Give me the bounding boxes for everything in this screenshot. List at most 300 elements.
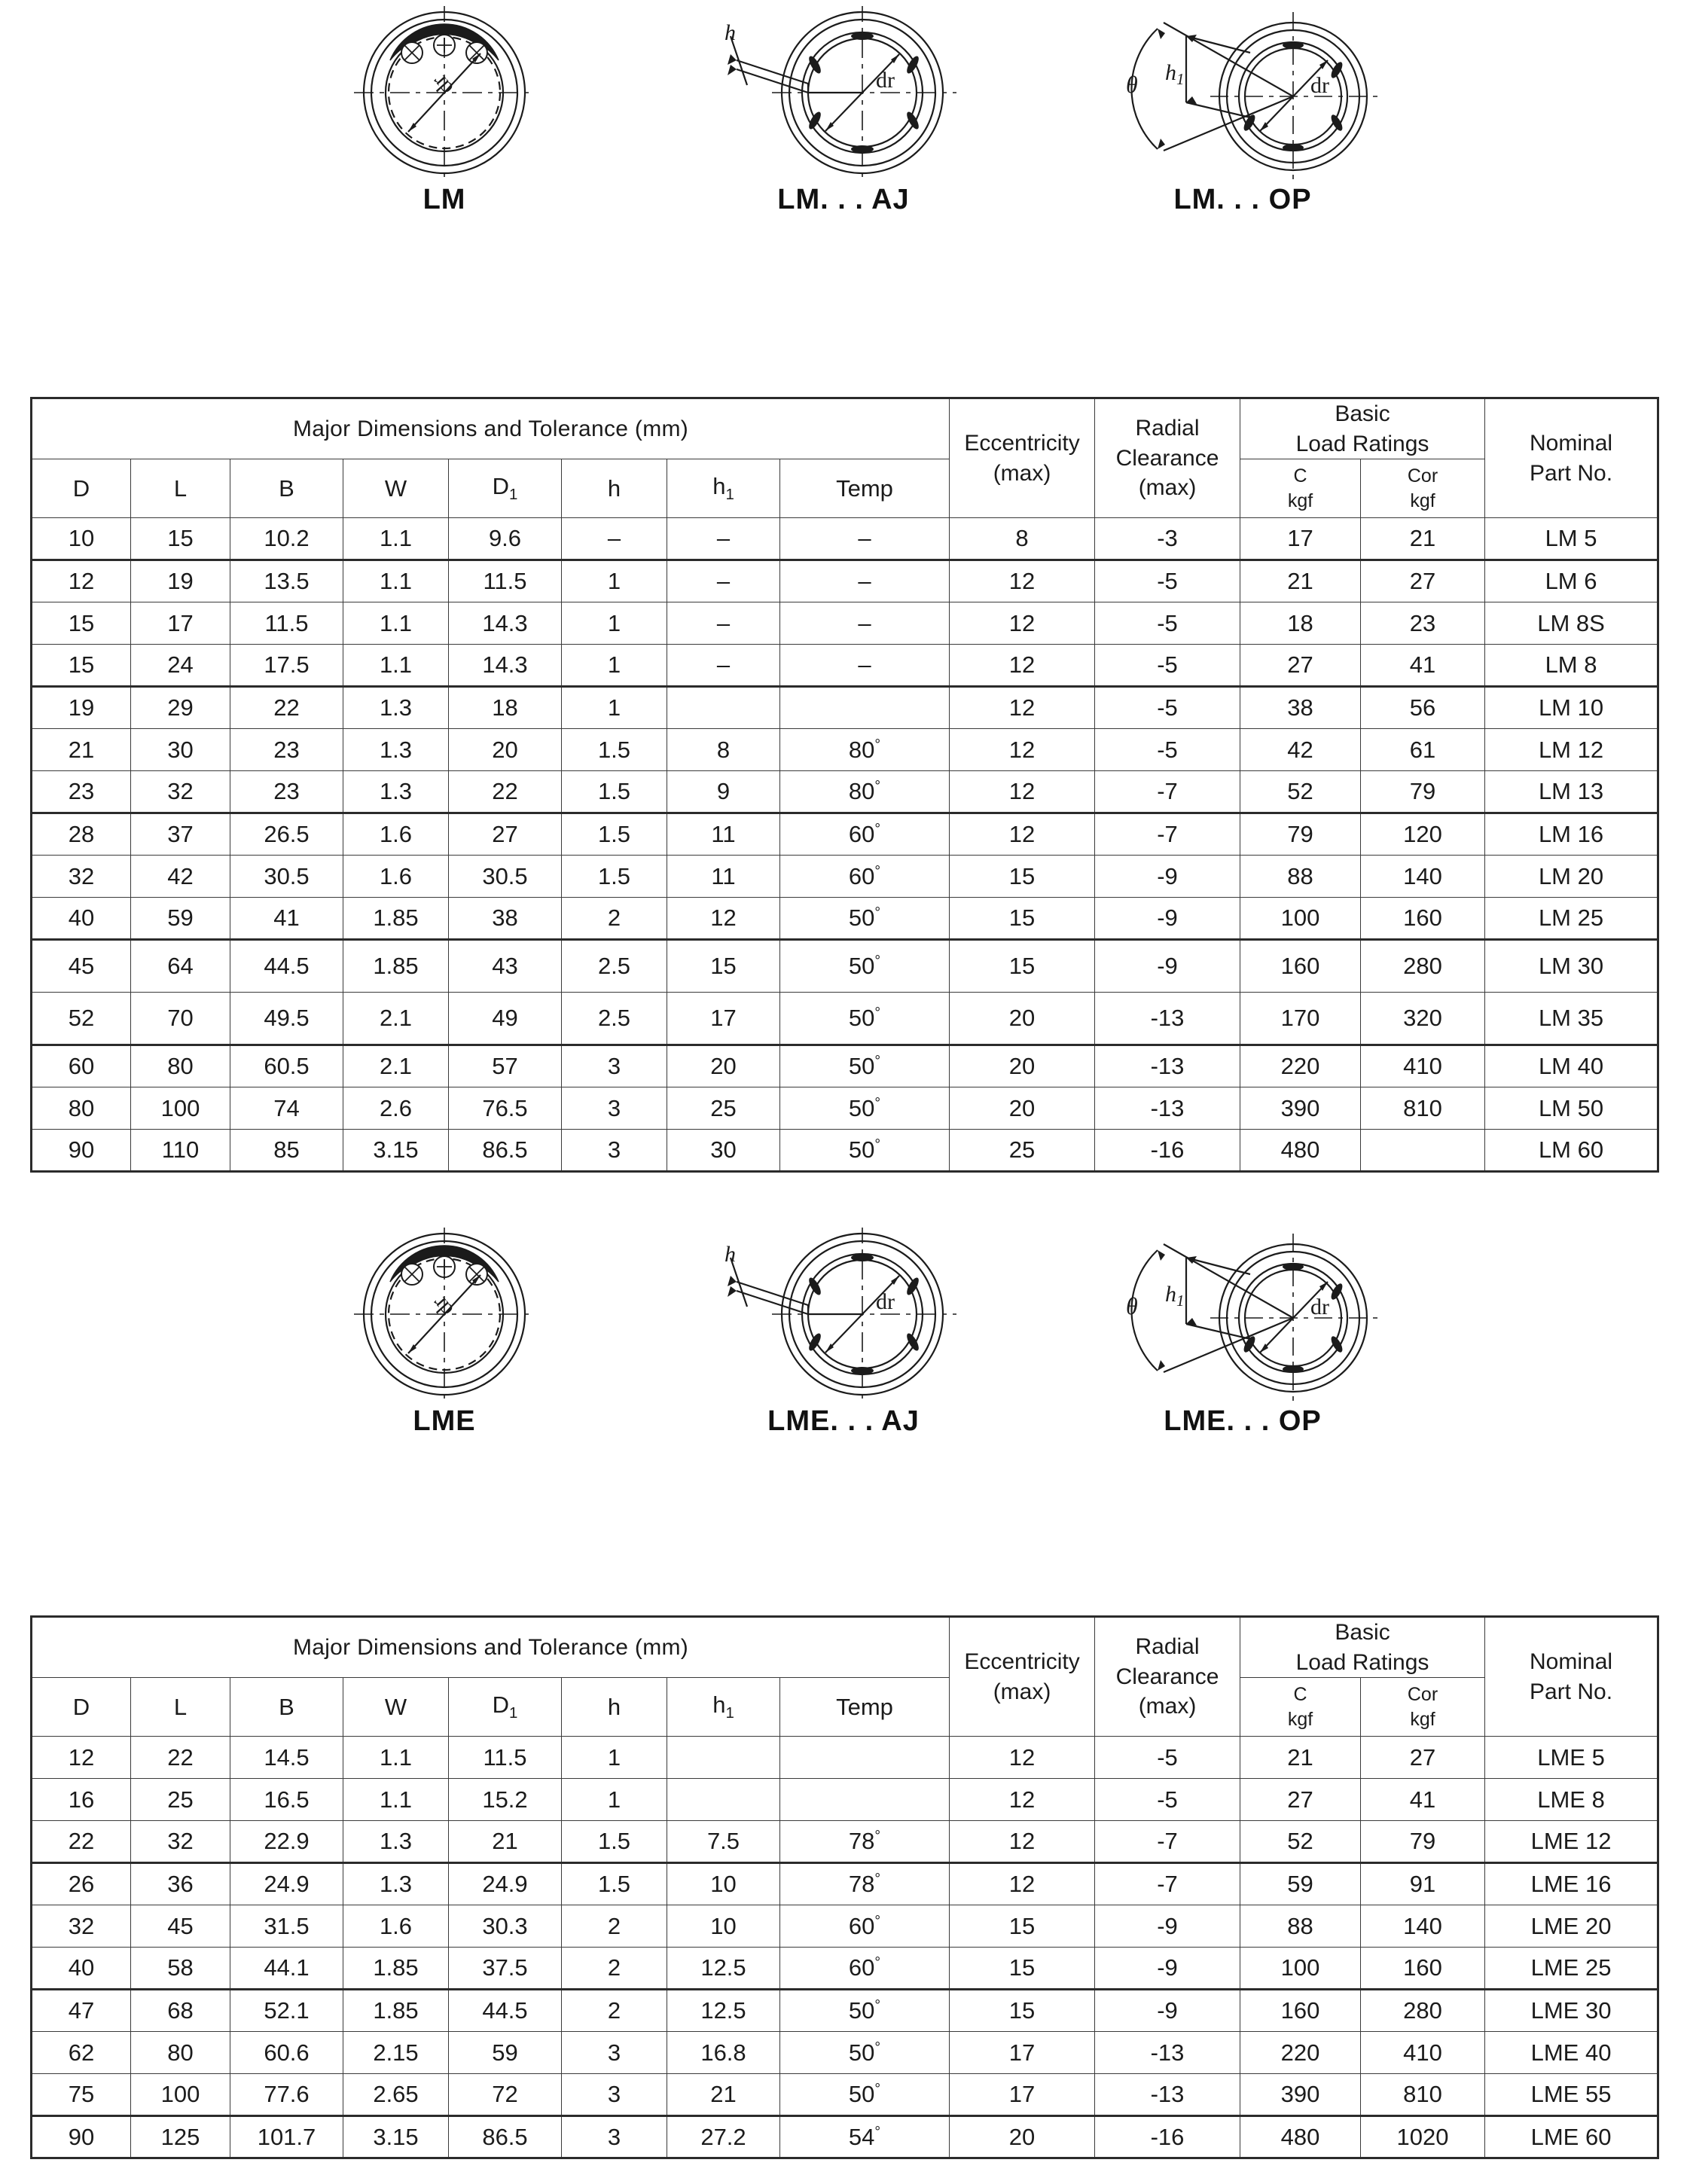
cell-radial-clearance: -5 [1095,1779,1240,1821]
cell-temp [780,1737,950,1779]
cell-d: 40 [32,1948,131,1990]
header-major-dimensions-2: Major Dimensions and Tolerance (mm) [32,1617,950,1678]
cell-w: 1.1 [343,1737,449,1779]
figure-lme-caption: LME [413,1405,476,1437]
cell-h: – [562,518,667,560]
cell-h: 1.5 [562,771,667,813]
cell-h: 3 [562,2116,667,2158]
cell-d1: 57 [449,1045,562,1087]
cell-l: 36 [131,1863,230,1905]
cell-c: 390 [1240,1087,1361,1130]
table-row [32,898,1658,940]
cell-l: 59 [131,898,230,940]
figure-lme-op-label-h1: $h_1$ [1165,1282,1185,1310]
header-eccentricity-line1: Eccentricity [964,431,1080,456]
cell-h1: – [667,645,780,687]
cell-radial-clearance: -13 [1095,2074,1240,2116]
cell-part-no: LME 20 [1485,1905,1658,1948]
cell-h1: 7.5 [667,1821,780,1863]
cell-c: 27 [1240,1779,1361,1821]
figure-lme-op-label-dr: dr [1310,1295,1329,1319]
figure-lm-aj-drawing [708,6,979,179]
cell-d1: 72 [449,2074,562,2116]
figure-lm-aj-label-dr: dr [876,68,895,93]
cell-d1: 86.5 [449,1130,562,1172]
cell-h1: 12.5 [667,1990,780,2032]
figure-lm-aj [700,6,987,216]
header-radial-clearance [1095,398,1240,518]
cell-b: 17.5 [230,645,343,687]
cell-l: 125 [131,2116,230,2158]
cell-d: 28 [32,813,131,856]
cell-cor: 91 [1361,1863,1485,1905]
table-row [32,602,1658,645]
table-row [32,2032,1658,2074]
cell-d: 12 [32,1737,131,1779]
cell-b: 41 [230,898,343,940]
cell-radial-clearance: -5 [1095,687,1240,729]
table-row [32,729,1658,771]
cell-temp: 60° [780,1905,950,1948]
cell-b: 13.5 [230,560,343,602]
cell-b: 23 [230,771,343,813]
cell-h: 2 [562,1948,667,1990]
cell-l: 15 [131,518,230,560]
cell-temp: – [780,602,950,645]
figure-lme [301,1228,587,1438]
cell-d: 32 [32,1905,131,1948]
cell-cor: 56 [1361,687,1485,729]
cell-b: 11.5 [230,602,343,645]
header-nominal-part-no-2 [1485,1617,1658,1737]
cell-temp: 78° [780,1821,950,1863]
cell-w: 1.85 [343,940,449,993]
cell-c: 390 [1240,2074,1361,2116]
cell-c: 100 [1240,1948,1361,1990]
table-row [32,1821,1658,1863]
table-lme-body [32,1737,1658,2158]
cell-c: 88 [1240,856,1361,898]
cell-h1 [667,687,780,729]
figure-lme-aj-drawing [708,1228,979,1401]
table-lme-header-row-2 [32,1678,1658,1737]
table-lme-head [32,1617,1658,1737]
header-col-h1-2-sub: 1 [725,1704,734,1722]
cell-cor: 140 [1361,1905,1485,1948]
cell-h: 1 [562,687,667,729]
cell-d1: 22 [449,771,562,813]
cell-w: 2.1 [343,993,449,1045]
cell-h1: 12 [667,898,780,940]
cell-b: 23 [230,729,343,771]
cell-b: 10.2 [230,518,343,560]
cell-l: 32 [131,771,230,813]
cell-h1 [667,1779,780,1821]
cell-radial-clearance: -7 [1095,813,1240,856]
cell-w: 3.15 [343,2116,449,2158]
cell-d1: 18 [449,687,562,729]
header-col-cor-symbol: Cor [1407,465,1438,487]
cell-w: 1.1 [343,602,449,645]
figure-lm-op-label-h1: $h_1$ [1165,60,1185,88]
table-row [32,518,1658,560]
cell-h: 1 [562,560,667,602]
cell-eccentricity: 20 [950,993,1095,1045]
cell-l: 42 [131,856,230,898]
cell-b: 60.5 [230,1045,343,1087]
header-radial-2-line3: (max) [1138,1694,1197,1719]
cell-cor: 160 [1361,898,1485,940]
header-basic-line1: Basic [1335,401,1390,426]
cell-d: 90 [32,2116,131,2158]
cell-w: 1.3 [343,1863,449,1905]
header-radial-line3: (max) [1138,475,1197,501]
table-row [32,940,1658,993]
cell-radial-clearance: -5 [1095,1737,1240,1779]
cell-w: 2.65 [343,2074,449,2116]
cell-h1: 25 [667,1087,780,1130]
cell-h: 2 [562,1990,667,2032]
cell-w: 1.1 [343,1779,449,1821]
figure-lme-aj [700,1228,987,1438]
cell-w: 1.3 [343,771,449,813]
header-nominal-line1: Nominal [1530,431,1613,456]
cell-d1: 38 [449,898,562,940]
cell-d: 19 [32,687,131,729]
cell-part-no: LME 16 [1485,1863,1658,1905]
cell-cor [1361,1130,1485,1172]
header-col-h1 [667,459,780,518]
cell-part-no: LME 5 [1485,1737,1658,1779]
cell-l: 17 [131,602,230,645]
cell-d: 62 [32,2032,131,2074]
cell-part-no: LME 25 [1485,1948,1658,1990]
header-col-cor-2-symbol: Cor [1407,1684,1438,1706]
cell-part-no: LM 25 [1485,898,1658,940]
cell-h: 1.5 [562,729,667,771]
cell-d: 47 [32,1990,131,2032]
table-lme-wrapper [30,1615,1657,2159]
header-col-l-2: L [131,1678,230,1737]
cell-eccentricity: 12 [950,645,1095,687]
cell-w: 1.85 [343,1990,449,2032]
cell-part-no: LME 30 [1485,1990,1658,2032]
cell-c: 59 [1240,1863,1361,1905]
cell-c: 79 [1240,813,1361,856]
table-lm-header-row-2 [32,459,1658,518]
cell-eccentricity: 12 [950,813,1095,856]
cell-d: 80 [32,1087,131,1130]
header-col-c-2 [1240,1678,1361,1737]
cell-radial-clearance: -13 [1095,1045,1240,1087]
table-lm [30,397,1659,1173]
figure-row-lm [0,6,1687,216]
cell-h: 1.5 [562,1821,667,1863]
header-radial-clearance-2 [1095,1617,1240,1737]
header-radial-2-line2: Clearance [1115,1664,1219,1689]
cell-c: 27 [1240,645,1361,687]
cell-radial-clearance: -16 [1095,1130,1240,1172]
cell-part-no: LM 6 [1485,560,1658,602]
cell-h1: 20 [667,1045,780,1087]
header-col-d1-2-base: D [492,1691,509,1719]
cell-cor: 27 [1361,1737,1485,1779]
cell-radial-clearance: -7 [1095,1863,1240,1905]
cell-d: 52 [32,993,131,1045]
cell-l: 64 [131,940,230,993]
cell-d1: 30.3 [449,1905,562,1948]
cell-w: 2.1 [343,1045,449,1087]
cell-d1: 59 [449,2032,562,2074]
cell-l: 100 [131,2074,230,2116]
header-radial-2-line1: Radial [1135,1634,1200,1660]
cell-h: 3 [562,1130,667,1172]
cell-c: 21 [1240,1737,1361,1779]
cell-d1: 76.5 [449,1087,562,1130]
figure-lm-caption: LM [423,184,466,215]
cell-part-no: LM 8 [1485,645,1658,687]
cell-h1: – [667,602,780,645]
cell-eccentricity: 12 [950,729,1095,771]
table-row [32,1130,1658,1172]
cell-eccentricity: 15 [950,1990,1095,2032]
cell-cor: 320 [1361,993,1485,1045]
cell-radial-clearance: -5 [1095,560,1240,602]
figure-lm-op-label-dr: dr [1310,73,1329,98]
header-col-h1-base: h [712,473,726,500]
figure-row-lme [0,1228,1687,1438]
figure-lm [301,6,587,216]
cell-w: 1.1 [343,645,449,687]
figure-lm-aj-caption: LM. . . AJ [777,184,910,215]
cell-h1: 11 [667,813,780,856]
cell-radial-clearance: -13 [1095,1087,1240,1130]
cell-l: 24 [131,645,230,687]
figure-lme-op-label-theta: θ [1126,1292,1138,1319]
figure-lm-op-caption: LM. . . OP [1173,184,1312,215]
cell-w: 1.6 [343,856,449,898]
table-lm-wrapper [30,397,1657,1173]
header-col-d-2: D [32,1678,131,1737]
figure-lme-aj-label-dr: dr [876,1289,895,1314]
cell-radial-clearance: -13 [1095,993,1240,1045]
cell-radial-clearance: -9 [1095,1990,1240,2032]
cell-cor: 410 [1361,2032,1485,2074]
header-col-b-2: B [230,1678,343,1737]
figure-lm-op-label-theta: θ [1126,71,1138,98]
cell-d: 15 [32,602,131,645]
figure-lm-label-dr: dr [426,69,459,101]
cell-b: 77.6 [230,2074,343,2116]
table-row [32,1905,1658,1948]
cell-c: 220 [1240,1045,1361,1087]
cell-c: 42 [1240,729,1361,771]
cell-eccentricity: 17 [950,2032,1095,2074]
cell-h1: – [667,560,780,602]
cell-temp: 50° [780,1990,950,2032]
figure-lme-label-dr: dr [426,1291,459,1322]
cell-b: 14.5 [230,1737,343,1779]
figure-lm-aj-label-h: h [725,20,736,45]
header-col-temp-2: Temp [780,1678,950,1737]
table-row [32,1737,1658,1779]
cell-d: 40 [32,898,131,940]
cell-d1: 86.5 [449,2116,562,2158]
cell-cor: 810 [1361,2074,1485,2116]
cell-c: 160 [1240,1990,1361,2032]
cell-l: 25 [131,1779,230,1821]
cell-eccentricity: 12 [950,1779,1095,1821]
cell-part-no: LM 13 [1485,771,1658,813]
cell-eccentricity: 12 [950,560,1095,602]
cell-temp: – [780,645,950,687]
cell-d: 45 [32,940,131,993]
table-row [32,1087,1658,1130]
cell-w: 2.6 [343,1087,449,1130]
cell-cor: 61 [1361,729,1485,771]
cell-part-no: LME 8 [1485,1779,1658,1821]
cell-c: 18 [1240,602,1361,645]
cell-b: 16.5 [230,1779,343,1821]
table-row [32,645,1658,687]
cell-b: 22.9 [230,1821,343,1863]
cell-l: 29 [131,687,230,729]
cell-radial-clearance: -9 [1095,898,1240,940]
cell-temp: 50° [780,1045,950,1087]
cell-d: 75 [32,2074,131,2116]
table-row [32,1779,1658,1821]
table-row [32,1990,1658,2032]
cell-cor: 79 [1361,1821,1485,1863]
header-basic-load-ratings [1240,398,1485,459]
figure-lme-op-caption: LME. . . OP [1164,1405,1322,1437]
cell-part-no: LM 5 [1485,518,1658,560]
figure-lme-drawing [320,1228,569,1401]
cell-c: 21 [1240,560,1361,602]
header-eccentricity-line2: (max) [993,460,1051,486]
cell-d: 16 [32,1779,131,1821]
cell-radial-clearance: -3 [1095,518,1240,560]
header-col-temp: Temp [780,459,950,518]
cell-l: 100 [131,1087,230,1130]
cell-radial-clearance: -16 [1095,2116,1240,2158]
header-col-d: D [32,459,131,518]
cell-d: 23 [32,771,131,813]
cell-eccentricity: 15 [950,856,1095,898]
header-col-h1-2 [667,1678,780,1737]
cell-temp [780,687,950,729]
cell-part-no: LME 12 [1485,1821,1658,1863]
cell-part-no: LM 20 [1485,856,1658,898]
cell-d: 26 [32,1863,131,1905]
cell-d1: 27 [449,813,562,856]
cell-b: 49.5 [230,993,343,1045]
cell-l: 37 [131,813,230,856]
cell-part-no: LM 8S [1485,602,1658,645]
cell-c: 52 [1240,1821,1361,1863]
cell-b: 85 [230,1130,343,1172]
cell-w: 1.85 [343,1948,449,1990]
cell-part-no: LM 12 [1485,729,1658,771]
header-col-h1-sub: 1 [725,486,734,504]
cell-d: 90 [32,1130,131,1172]
cell-h1: 27.2 [667,2116,780,2158]
table-row [32,1045,1658,1087]
cell-temp: 60° [780,1948,950,1990]
cell-d1: 43 [449,940,562,993]
header-col-d1-2 [449,1678,562,1737]
cell-eccentricity: 25 [950,1130,1095,1172]
cell-h1: 15 [667,940,780,993]
cell-c: 88 [1240,1905,1361,1948]
figure-lm-op-drawing [1096,6,1390,179]
cell-d1: 20 [449,729,562,771]
header-basic-line2: Load Ratings [1295,431,1429,456]
cell-l: 80 [131,2032,230,2074]
cell-radial-clearance: -9 [1095,940,1240,993]
cell-cor: 140 [1361,856,1485,898]
header-eccentricity-2-line2: (max) [993,1679,1051,1704]
cell-part-no: LME 60 [1485,2116,1658,2158]
header-radial-line2: Clearance [1115,445,1219,471]
cell-cor: 810 [1361,1087,1485,1130]
header-col-cor-2-unit: kgf [1410,1708,1435,1730]
cell-part-no: LM 16 [1485,813,1658,856]
header-col-c-unit: kgf [1287,490,1313,511]
cell-cor: 41 [1361,645,1485,687]
header-col-c-2-symbol: C [1293,1684,1307,1706]
cell-d: 10 [32,518,131,560]
table-row [32,2074,1658,2116]
cell-cor: 280 [1361,940,1485,993]
cell-cor: 160 [1361,1948,1485,1990]
cell-h1: 10 [667,1863,780,1905]
cell-h: 1 [562,1737,667,1779]
cell-c: 170 [1240,993,1361,1045]
header-col-h-2: h [562,1678,667,1737]
cell-w: 1.85 [343,898,449,940]
cell-eccentricity: 17 [950,2074,1095,2116]
cell-h: 3 [562,1045,667,1087]
cell-part-no: LM 30 [1485,940,1658,993]
cell-d1: 44.5 [449,1990,562,2032]
cell-eccentricity: 20 [950,2116,1095,2158]
cell-b: 44.1 [230,1948,343,1990]
cell-temp: 80° [780,771,950,813]
header-col-c-2-unit: kgf [1287,1708,1313,1730]
cell-w: 1.3 [343,1821,449,1863]
cell-eccentricity: 20 [950,1045,1095,1087]
cell-b: 24.9 [230,1863,343,1905]
cell-l: 70 [131,993,230,1045]
header-basic-2-line1: Basic [1335,1620,1390,1645]
cell-temp: 50° [780,1130,950,1172]
cell-b: 74 [230,1087,343,1130]
header-col-c [1240,459,1361,518]
cell-part-no: LME 40 [1485,2032,1658,2074]
cell-d1: 9.6 [449,518,562,560]
cell-b: 22 [230,687,343,729]
table-row [32,856,1658,898]
cell-w: 1.6 [343,1905,449,1948]
header-basic-load-ratings-2 [1240,1617,1485,1678]
cell-eccentricity: 15 [950,1948,1095,1990]
cell-c: 480 [1240,1130,1361,1172]
header-nominal-2-line2: Part No. [1530,1679,1613,1704]
cell-w: 1.1 [343,518,449,560]
header-basic-2-line2: Load Ratings [1295,1649,1429,1675]
cell-cor: 27 [1361,560,1485,602]
